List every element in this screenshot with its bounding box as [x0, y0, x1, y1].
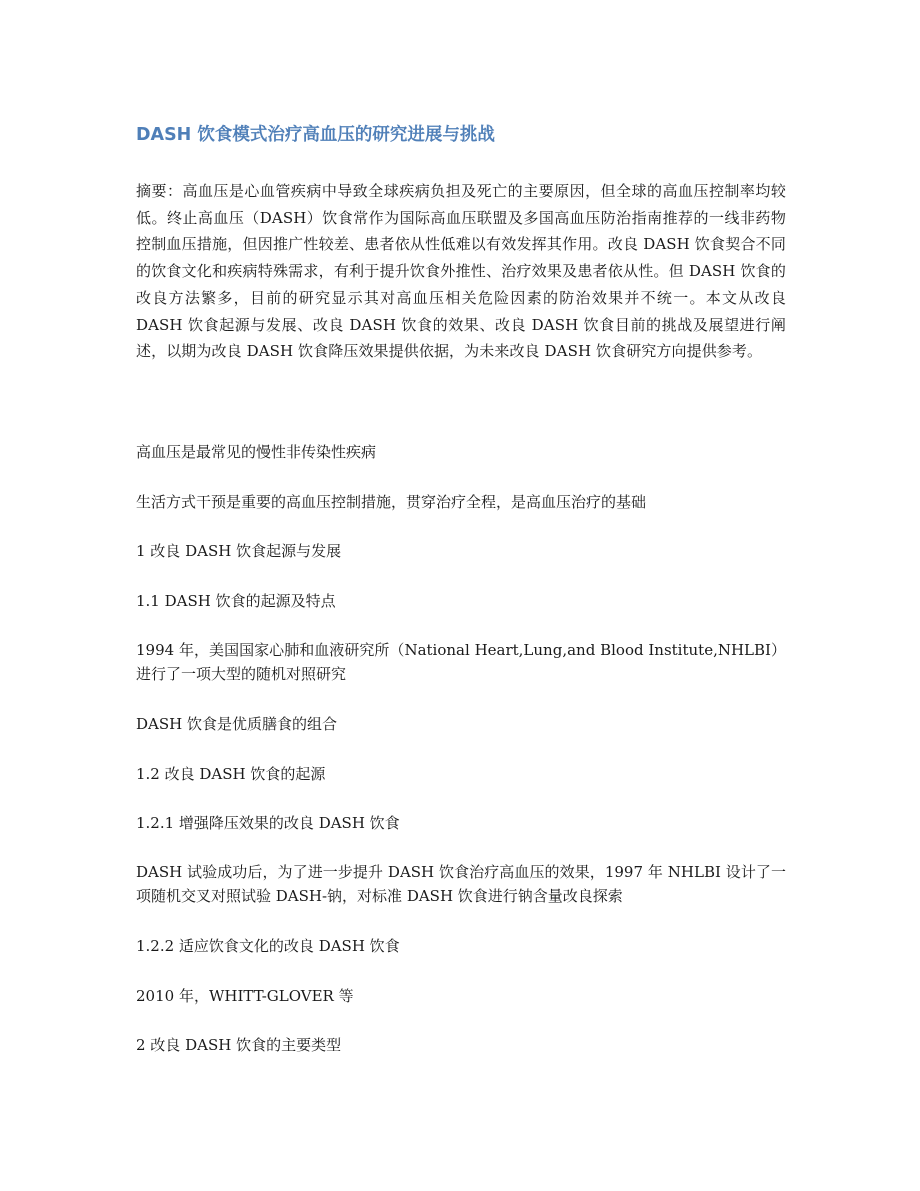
body-paragraph: DASH 试验成功后，为了进一步提升 DASH 饮食治疗高血压的效果，1997 年 NHLBI 设计了一项随机交叉对照试验 DASH-钠，对标准 DASH 饮食进行钠含量改良探索 — [136, 863, 786, 905]
section-heading: 1 改良 DASH 饮食起源与发展 — [136, 542, 342, 560]
abstract-paragraph: 摘要：高血压是心血管疾病中导致全球疾病负担及死亡的主要原因，但全球的高血压控制率均较低。终止高血压（DASH）饮食常作为国际高血压联盟及多国高血压防治指南推荐的一线非药物控制血压措施，但因推广性较差、患者依从性低难以有效发挥其作用。改良 DASH 饮食契合不同的饮食文化和疾病特殊需求，有利于提升饮食外推性、治疗效果及患者依从性。但 DASH 饮食的改良方法繁多，目前的研究显示其对高血压相关危险因素的防治效果并不统一。本文从改良 DASH 饮食起源与发展、改良 DASH 饮食的效果、改良 DASH 饮食目前的挑战及展望进行阐述，以期为改良 DASH 饮食降压效果提供依据，为未来改良 DASH 饮食研究方向提供参考。 — [136, 182, 786, 361]
subsection-heading: 1.2 改良 DASH 饮食的起源 — [136, 765, 326, 783]
section-heading: 2 改良 DASH 饮食的主要类型 — [136, 1036, 342, 1054]
subsubsection-heading: 1.2.2 适应饮食文化的改良 DASH 饮食 — [136, 937, 400, 955]
subsection-heading: 1.1 DASH 饮食的起源及特点 — [136, 592, 336, 610]
document-title: DASH 饮食模式治疗高血压的研究进展与挑战 — [136, 125, 495, 145]
body-paragraph: 1994 年，美国国家心肺和血液研究所（National Heart,Lung,and Blood Institute,NHLBI）进行了一项大型的随机对照研究 — [136, 641, 786, 683]
body-paragraph: DASH 饮食是优质膳食的组合 — [136, 715, 337, 733]
subsubsection-heading: 1.2.1 增强降压效果的改良 DASH 饮食 — [136, 814, 400, 832]
body-paragraph: 高血压是最常见的慢性非传染性疾病 — [136, 443, 377, 461]
body-paragraph: 生活方式干预是重要的高血压控制措施，贯穿治疗全程，是高血压治疗的基础 — [136, 493, 647, 511]
body-paragraph: 2010 年，WHITT-GLOVER 等 — [136, 987, 354, 1005]
